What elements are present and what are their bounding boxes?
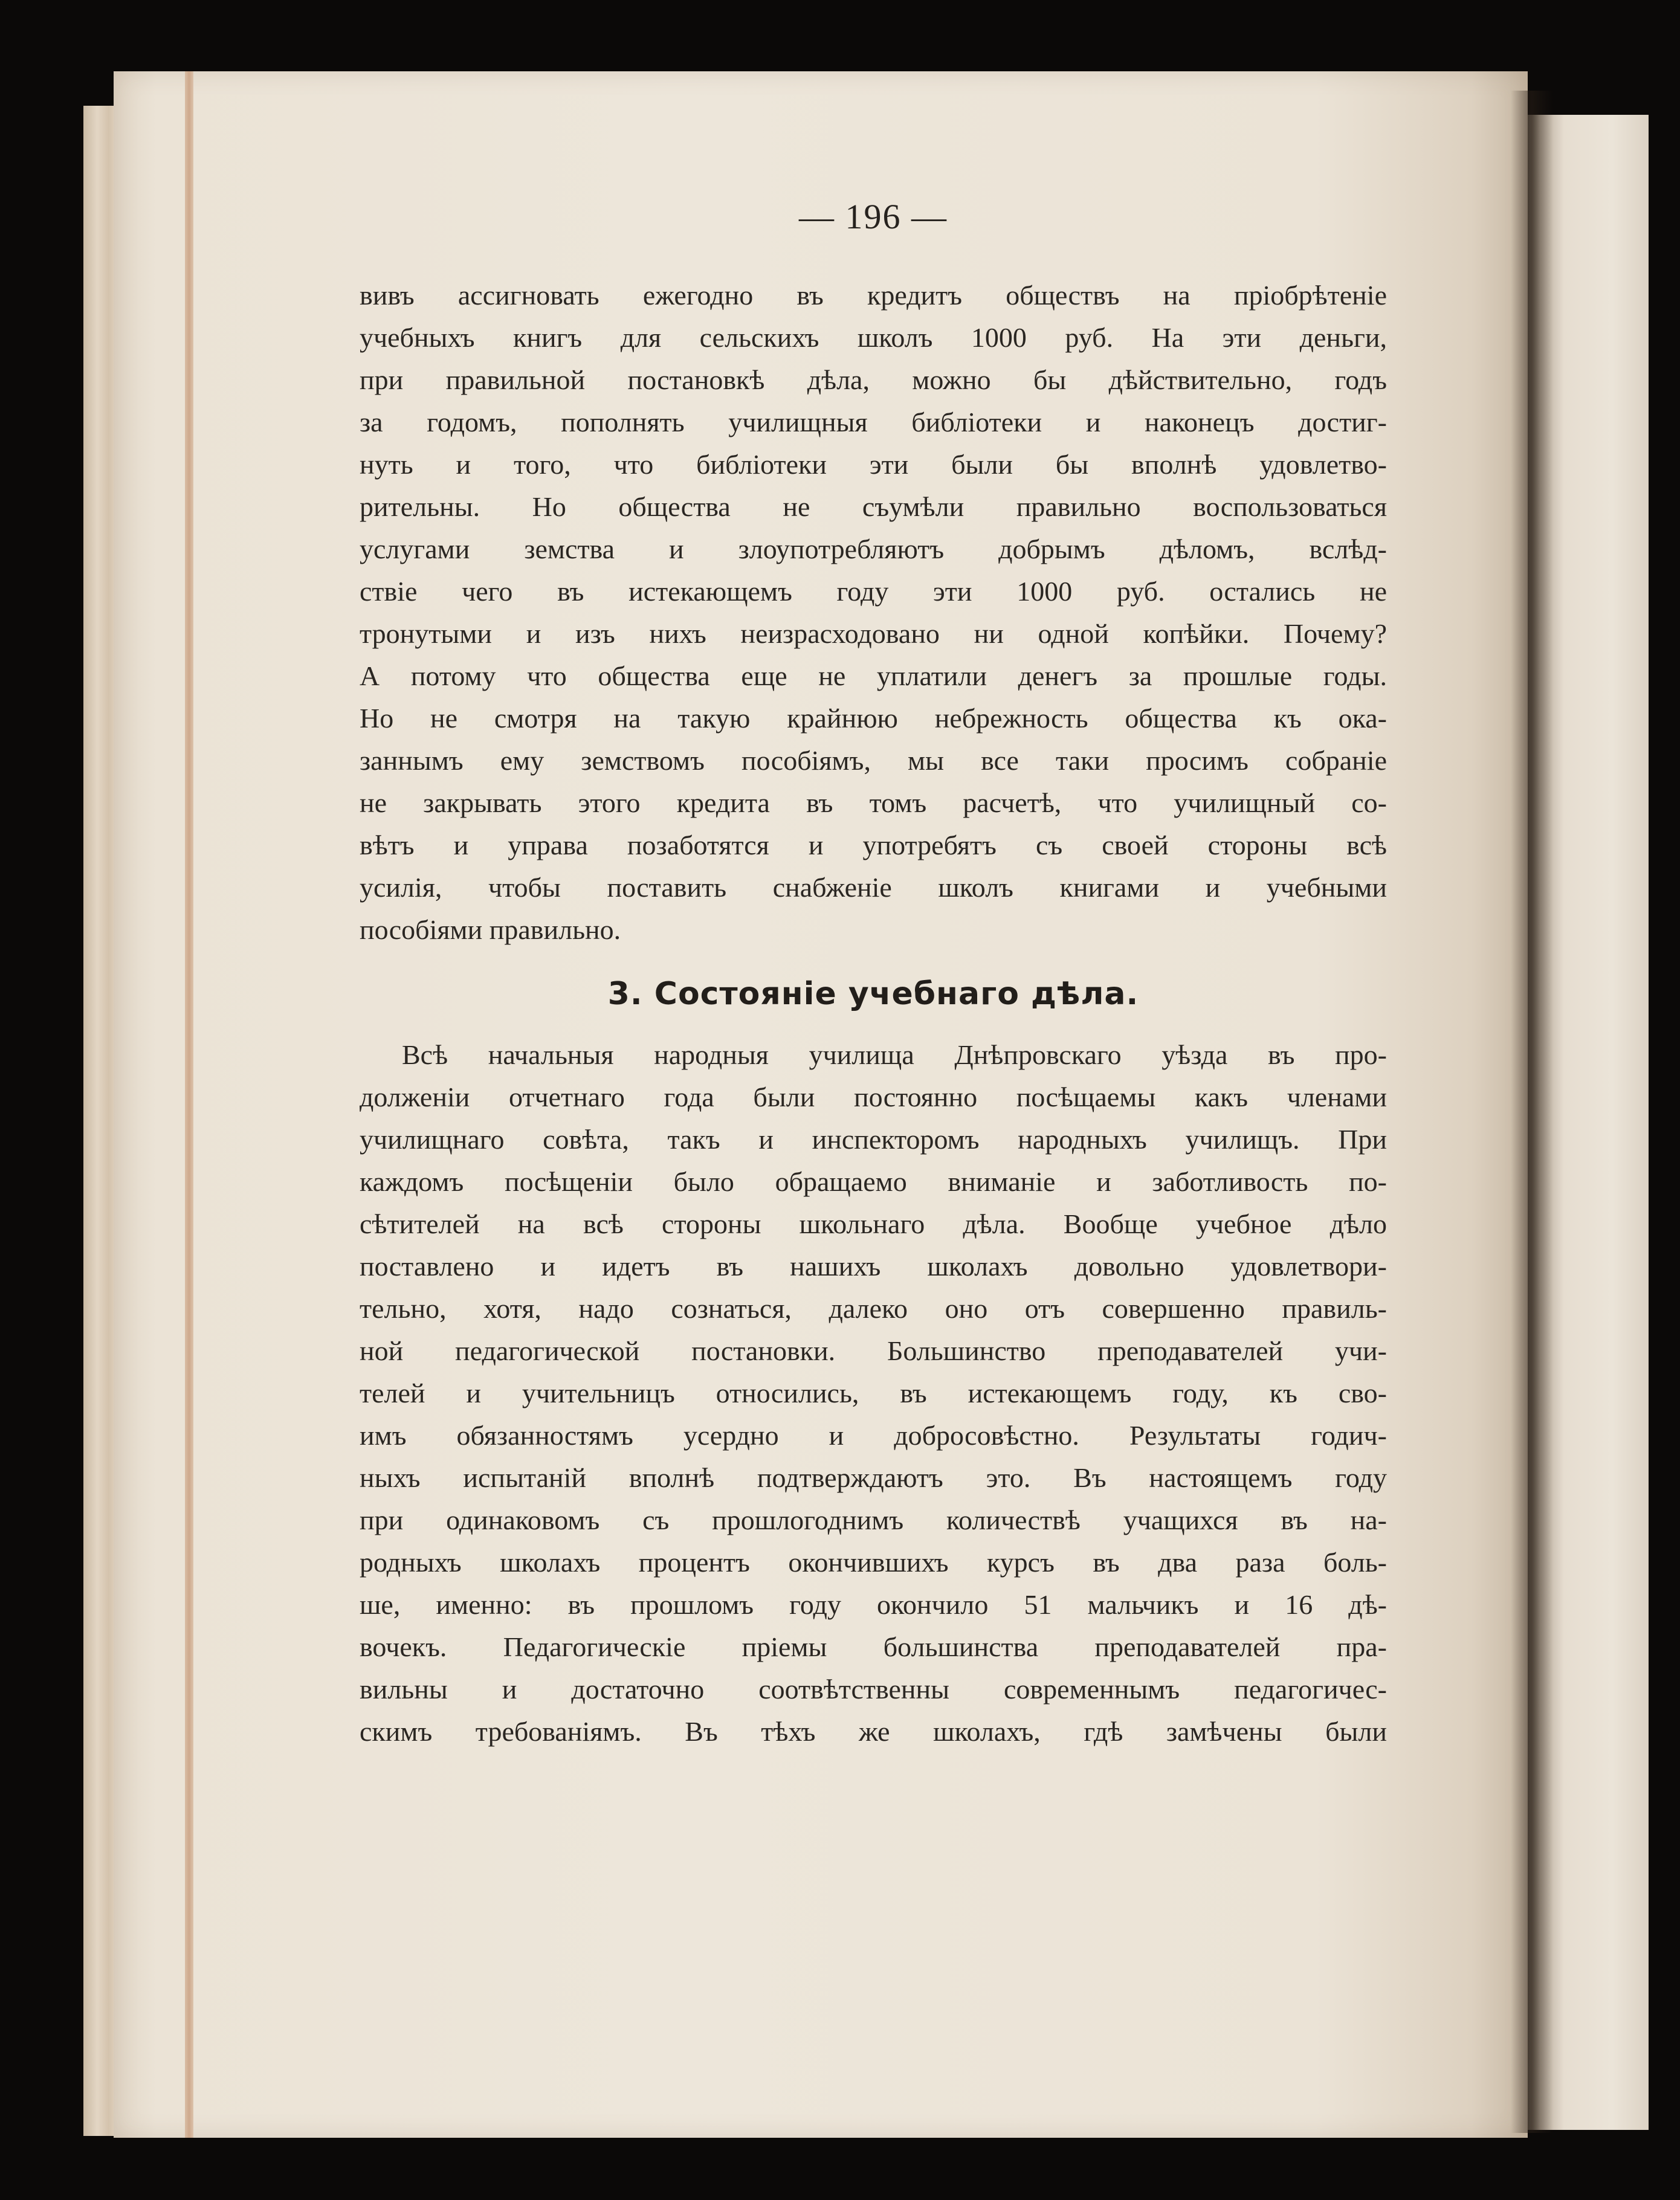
paragraph-1-line-4: за годомъ, пополнять училищныя библіотеки и наконецъ достиг-: [360, 407, 1387, 437]
paragraph-2-line-15: вочекъ. Педагогическіе пріемы большинства преподавателей пра-: [360, 1631, 1387, 1662]
paragraph-1-line-7: услугами земства и злоупотребляютъ добрымъ дѣломъ, вслѣд-: [360, 534, 1387, 564]
paragraph-1-line-10: А потому что общества еще не уплатили денегъ за прошлые годы.: [360, 660, 1387, 691]
paragraph-1-line-6: рительны. Но общества не съумѣли правильно воспользоваться: [360, 491, 1387, 522]
page-number: — 196 —: [799, 197, 948, 236]
paragraph-1-line-12: заннымъ ему земствомъ пособіямъ, мы все таки просимъ собраніе: [360, 745, 1387, 776]
paragraph-1-line-5: нуть и того, что библіотеки эти были бы вполнѣ удовлетво-: [360, 449, 1387, 480]
paragraph-2-line-17: скимъ требованіямъ. Въ тѣхъ же школахъ, гдѣ замѣчены были: [360, 1716, 1387, 1747]
paragraph-1-line-2: учебныхъ книгъ для сельскихъ школъ 1000 руб. На эти деньги,: [360, 322, 1387, 353]
paragraph-2-line-8: ной педагогической постановки. Большинство преподавателей учи-: [360, 1335, 1387, 1366]
paragraph-2-line-7: тельно, хотя, надо сознаться, далеко оно отъ совершенно правиль-: [360, 1293, 1387, 1324]
paragraph-2-line-3: училищнаго совѣта, такъ и инспекторомъ народныхъ училищъ. При: [360, 1124, 1387, 1155]
paragraph-2-line-13: родныхъ школахъ процентъ окончившихъ курсъ въ два раза боль-: [360, 1547, 1387, 1578]
paragraph-1-line-14: вѣтъ и управа позаботятся и употребятъ съ своей стороны всѣ: [360, 830, 1387, 860]
paragraph-1-line-9: тронутыми и изъ нихъ неизрасходовано ни одной копѣйки. Почему?: [360, 618, 1387, 649]
paragraph-2-line-4: каждомъ посѣщеніи было обращаемо вниманіе и заботливость по-: [360, 1166, 1387, 1197]
paragraph-1-line-16: пособіями правильно.: [360, 914, 621, 945]
paragraph-2-line-14: ше, именно: въ прошломъ году окончило 51 мальчикъ и 16 дѣ-: [360, 1589, 1387, 1620]
paragraph-2-line-11: ныхъ испытаній вполнѣ подтверждаютъ это. Въ настоящемъ году: [360, 1462, 1387, 1493]
paragraph-1-line-13: не закрывать этого кредита въ томъ расчетѣ, что училищный со-: [360, 787, 1387, 818]
book-gutter-shadow: [1511, 91, 1553, 2133]
paragraph-2-line-1: Всѣ начальныя народныя училища Днѣпровскаго уѣзда въ про-: [402, 1039, 1387, 1070]
paragraph-2-line-6: поставлено и идетъ въ нашихъ школахъ довольно удовлетвори-: [360, 1251, 1387, 1282]
paragraph-2-line-12: при одинаковомъ съ прошлогоднимъ количествѣ учащихся въ на-: [360, 1505, 1387, 1535]
paragraph-2-line-10: имъ обязанностямъ усердно и добросовѣстно. Результаты годич-: [360, 1420, 1387, 1451]
paragraph-2-line-16: вильны и достаточно соотвѣтственны современнымъ педагогичес-: [360, 1674, 1387, 1705]
paragraph-2-line-2: долженіи отчетнаго года были постоянно посѣщаемы какъ членами: [360, 1082, 1387, 1112]
paragraph-1-line-8: ствіе чего въ истекающемъ году эти 1000 руб. остались не: [360, 576, 1387, 607]
paragraph-1-line-11: Но не смотря на такую крайнюю небрежность общества къ ока-: [360, 703, 1387, 734]
page-margin-trim: [185, 71, 193, 2138]
paragraph-1-line-1: вивъ ассигновать ежегодно въ кредитъ обществъ на пріобрѣтеніе: [360, 280, 1387, 311]
paragraph-2-line-5: сѣтителей на всѣ стороны школьнаго дѣла. Вообще учебное дѣло: [360, 1208, 1387, 1239]
paragraph-1-line-3: при правильной постановкѣ дѣла, можно бы дѣйствительно, годъ: [360, 364, 1387, 395]
section-heading: 3. Состояніе учебнаго дѣла.: [607, 976, 1139, 1012]
paragraph-1-line-15: усилія, чтобы поставить снабженіе школъ книгами и учебными: [360, 872, 1387, 903]
paragraph-2-line-9: телей и учительницъ относились, въ истекающемъ году, къ сво-: [360, 1378, 1387, 1408]
